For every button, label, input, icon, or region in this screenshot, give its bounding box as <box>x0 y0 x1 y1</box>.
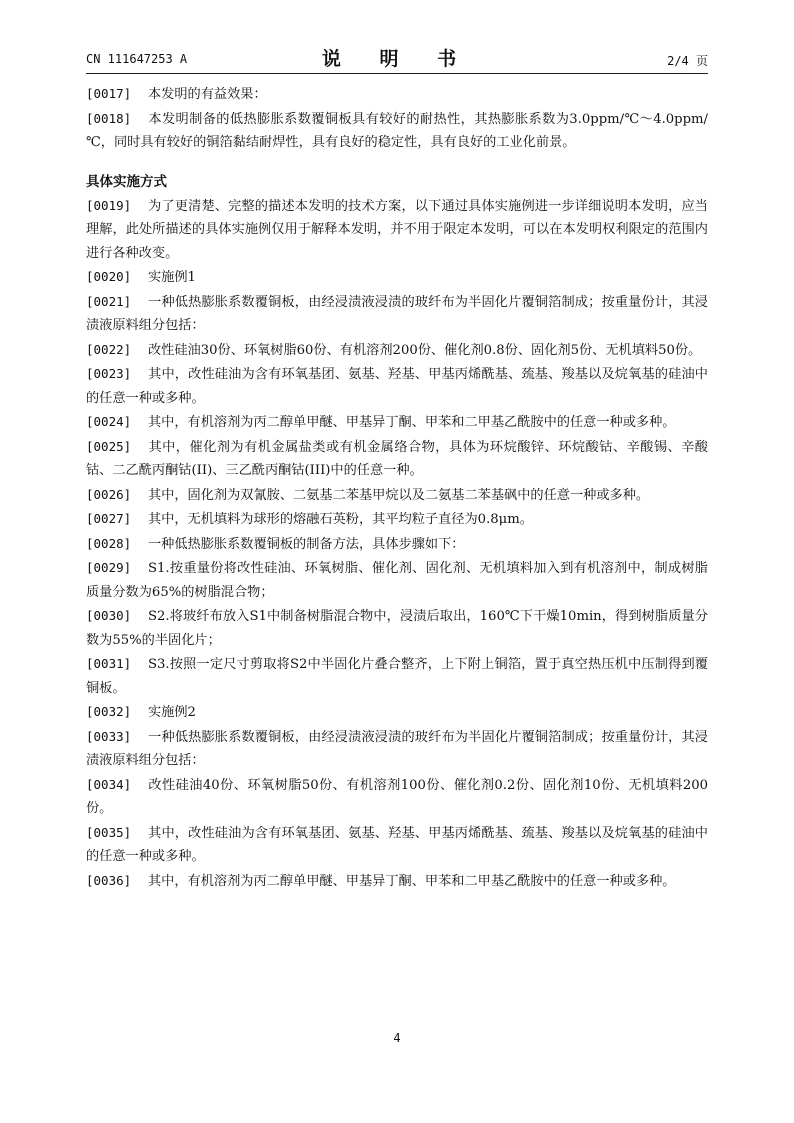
paragraph-text: 其中，改性硅油为含有环氧基团、氨基、羟基、甲基丙烯酰基、巯基、羧基以及烷氧基的硅油中的任意一种或多种。 <box>86 825 708 864</box>
paragraph-0024 <box>86 410 708 435</box>
paragraph-id: [0022] <box>86 341 132 357</box>
paragraph-text: 一种低热膨胀系数覆铜板，由经浸渍液浸渍的玻纤布为半固化片覆铜箔制成；按重量份计，其浸渍液原料组分包括： <box>86 729 708 768</box>
page-number: 4 <box>393 1031 401 1045</box>
paragraph-0020 <box>86 265 708 290</box>
paragraph-id: [0024] <box>86 414 132 429</box>
paragraph-0025 <box>86 435 708 483</box>
paragraph-id: [0025] <box>86 438 132 454</box>
paragraph-text: S1.按重量份将改性硅油、环氧树脂、催化剂、固化剂、无机填料加入到有机溶剂中，制成树脂质量分数为65%的树脂混合物； <box>86 561 708 600</box>
paragraph-id: [0036] <box>86 872 132 888</box>
paragraph-0031 <box>86 652 708 700</box>
paragraph-0028 <box>86 532 708 557</box>
paragraph-id: [0019] <box>86 197 132 213</box>
header-divider <box>86 73 708 74</box>
paragraph-id: [0035] <box>86 824 132 840</box>
paragraph-id: [0018] <box>86 110 132 126</box>
paragraph-0029 <box>86 556 708 604</box>
paragraph-text: 其中，催化剂为有机金属盐类或有机金属络合物，具体为环烷酸锌、环烷酸钴、辛酸锡、辛酸钴、二乙酰丙酮钴(II)、三乙酰丙酮钴(III)中的任意一种。 <box>86 439 708 478</box>
paragraph-text: 改性硅油40份、环氧树脂50份、有机溶剂100份、催化剂0.2份、固化剂10份、无机填料200份。 <box>86 777 708 816</box>
paragraph-0026 <box>86 483 708 508</box>
paragraph-id: [0034] <box>86 776 132 792</box>
paragraph-text: 实施例1 <box>148 270 196 285</box>
paragraph-text: 其中，无机填料为球形的熔融石英粉，其平均粒子直径为0.8μm。 <box>148 512 533 527</box>
paragraph-id: [0021] <box>86 293 132 309</box>
paragraph-0035 <box>86 821 708 869</box>
paragraph-text: 其中，有机溶剂为丙二醇单甲醚、甲基异丁酮、甲苯和二甲基乙酰胺中的任意一种或多种。 <box>148 415 676 430</box>
paragraph-id: [0028] <box>86 535 132 551</box>
paragraph-0023 <box>86 362 708 410</box>
paragraph-id: [0023] <box>86 366 132 381</box>
paragraph-text: 其中，改性硅油为含有环氧基团、氨基、羟基、甲基丙烯酰基、巯基、羧基以及烷氧基的硅油中的任意一种或多种。 <box>86 367 708 406</box>
paragraph-0019 <box>86 194 708 266</box>
page-header <box>86 44 708 72</box>
paragraph-id: [0030] <box>86 608 132 623</box>
paragraph-id: [0020] <box>86 269 132 284</box>
paragraph-id: [0027] <box>86 511 132 526</box>
paragraph-text: 一种低热膨胀系数覆铜板的制备方法，具体步骤如下： <box>148 536 465 552</box>
paragraph-0034 <box>86 773 708 821</box>
paragraph-text: 一种低热膨胀系数覆铜板，由经浸渍液浸渍的玻纤布为半固化片覆铜箔制成；按重量份计，其浸渍液原料组分包括： <box>86 294 708 333</box>
document-body <box>86 82 708 893</box>
paragraph-0018 <box>86 107 708 155</box>
paragraph-0027 <box>86 507 708 532</box>
section-heading: 具体实施方式 <box>86 173 167 190</box>
paragraph-id: [0026] <box>86 486 132 502</box>
paragraph-text: 其中，有机溶剂为丙二醇单甲醚、甲基异丁酮、甲苯和二甲基乙酰胺中的任意一种或多种。 <box>148 873 676 889</box>
paragraph-text: S3.按照一定尺寸剪取将S2中半固化片叠合整齐，上下附上铜箔，置于真空热压机中压制得到覆铜板。 <box>86 657 708 696</box>
paragraph-text: 其中，固化剂为双氰胺、二氨基二苯基甲烷以及二氨基二苯基砜中的任意一种或多种。 <box>148 487 650 503</box>
paragraph-text: 为了更清楚、完整的描述本发明的技术方案，以下通过具体实施例进一步详细说明本发明，应当理解，此处所描述的具体实施例仅用于解释本发明，并不用于限定本发明，可以在本发明权利限定的范围内进行各种改变。 <box>86 198 708 261</box>
paragraph-text: 实施例2 <box>148 705 196 720</box>
section-spacer <box>86 155 708 171</box>
paragraph-id: [0017] <box>86 86 132 101</box>
document-title: 说 明 书 <box>321 48 473 70</box>
paragraph-text: 本发明的有益效果： <box>148 87 267 102</box>
paragraph-0022 <box>86 338 708 363</box>
paragraph-0036 <box>86 869 708 894</box>
paragraph-text: 改性硅油30份、环氧树脂60份、有机溶剂200份、催化剂0.8份、固化剂5份、无机填料50份。 <box>148 342 702 358</box>
paragraph-text: S2.将玻纤布放入S1中制备树脂混合物中，浸渍后取出，160℃下干燥10min，得到树脂质量分数为55%的半固化片； <box>86 609 708 648</box>
paragraph-0030 <box>86 604 708 652</box>
paragraph-id: [0032] <box>86 704 132 719</box>
paragraph-id: [0033] <box>86 728 132 744</box>
page-info: 2/4 页 <box>667 54 708 68</box>
paragraph-0021 <box>86 290 708 338</box>
paragraph-0033 <box>86 725 708 773</box>
paragraph-id: [0031] <box>86 656 132 671</box>
document-number: CN 111647253 A <box>86 52 188 66</box>
paragraph-text: 本发明制备的低热膨胀系数覆铜板具有较好的耐热性，其热膨胀系数为3.0ppm/℃～4.0ppm/℃，同时具有较好的铜箔黏结耐焊性，具有良好的稳定性，具有良好的工业化前景。 <box>86 111 708 150</box>
paragraph-id: [0029] <box>86 560 132 575</box>
paragraph-0032 <box>86 700 708 725</box>
paragraph-0017 <box>86 82 708 107</box>
